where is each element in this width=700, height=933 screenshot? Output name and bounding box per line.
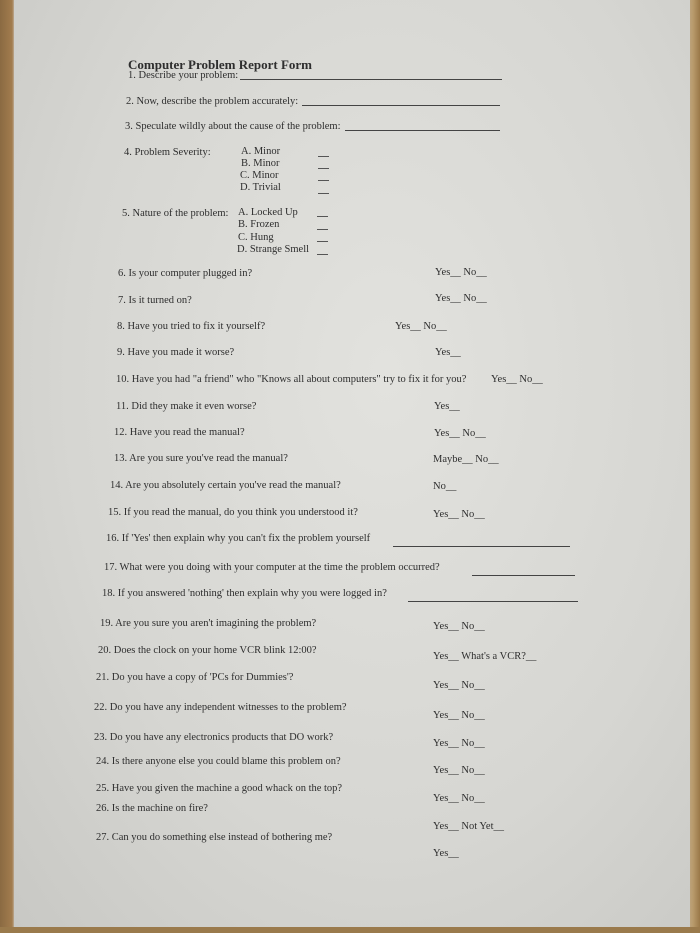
answer-choices-22[interactable]: Yes__ No__ [433, 710, 485, 721]
answer-choices-7[interactable]: Yes__ No__ [435, 293, 487, 304]
question-23: 23. Do you have any electronics products that DO work? [94, 732, 334, 743]
form-title: Computer Problem Report Form [128, 57, 313, 72]
answer-line-3[interactable] [345, 130, 500, 131]
severity-label: 4. Problem Severity: [124, 147, 211, 158]
question-19: 19. Are you sure you aren't imagining the problem? [100, 618, 317, 629]
question-15: 15. If you read the manual, do you think you understood it? [108, 507, 358, 518]
answer-choices-19[interactable]: Yes__ No__ [433, 621, 485, 632]
question-22: 22. Do you have any independent witnesses to the problem? [94, 702, 347, 713]
answer-choices-15[interactable]: Yes__ No__ [433, 509, 485, 520]
answer-choices-14[interactable]: No__ [433, 481, 457, 492]
question-21: 21. Do you have a copy of 'PCs for Dummies'? [96, 672, 294, 683]
severity-option-a: A. Minor [241, 146, 281, 157]
severity-option-d: D. Trivial [240, 182, 281, 193]
answer-choices-24[interactable]: Yes__ No__ [433, 765, 485, 776]
question-1: 1. Describe your problem: [128, 70, 239, 81]
answer-choices-6[interactable]: Yes__ No__ [435, 267, 487, 278]
answer-choices-9[interactable]: Yes__ [435, 347, 461, 358]
answer-choices-23[interactable]: Yes__ No__ [433, 738, 485, 749]
answer-choices-8[interactable]: Yes__ No__ [395, 321, 447, 332]
answer-choices-12[interactable]: Yes__ No__ [434, 428, 486, 439]
answer-line-17[interactable] [472, 575, 575, 576]
severity-blank-d[interactable] [318, 193, 329, 194]
nature-blank-b[interactable] [317, 229, 328, 230]
answer-line-18[interactable] [408, 601, 578, 602]
question-11: 11. Did they make it even worse? [116, 401, 257, 412]
answer-choices-11[interactable]: Yes__ [434, 401, 460, 412]
answer-choices-20[interactable]: Yes__ What's a VCR?__ [433, 651, 537, 662]
nature-option-a: A. Locked Up [238, 207, 298, 218]
question-7: 7. Is it turned on? [118, 295, 192, 306]
answer-choices-26[interactable]: Yes__ Not Yet__ [433, 821, 504, 832]
nature-blank-d[interactable] [317, 254, 328, 255]
nature-option-b: B. Frozen [238, 219, 280, 230]
question-17: 17. What were you doing with your computer at the time the problem occurred? [104, 562, 440, 573]
question-18: 18. If you answered 'nothing' then explain why you were logged in? [102, 588, 387, 599]
question-14: 14. Are you absolutely certain you've read the manual? [110, 480, 341, 491]
question-9: 9. Have you made it worse? [117, 347, 235, 358]
question-26: 26. Is the machine on fire? [96, 803, 208, 814]
nature-blank-a[interactable] [317, 216, 328, 217]
answer-line-1[interactable] [240, 79, 502, 80]
nature-label: 5. Nature of the problem: [122, 208, 229, 219]
answer-line-16[interactable] [393, 546, 570, 547]
nature-option-d: D. Strange Smell [237, 244, 310, 255]
question-20: 20. Does the clock on your home VCR blink 12:00? [98, 645, 317, 656]
question-2: 2. Now, describe the problem accurately: [126, 96, 299, 107]
answer-choices-13[interactable]: Maybe__ No__ [433, 454, 499, 465]
answer-choices-10[interactable]: Yes__ No__ [491, 374, 543, 385]
table-edge [0, 927, 700, 933]
answer-line-2[interactable] [302, 105, 500, 106]
question-24: 24. Is there anyone else you could blame this problem on? [96, 756, 341, 767]
question-8: 8. Have you tried to fix it yourself? [117, 321, 266, 332]
question-27: 27. Can you do something else instead of bothering me? [96, 832, 333, 843]
question-3: 3. Speculate wildly about the cause of the problem: [125, 121, 341, 132]
question-13: 13. Are you sure you've read the manual? [114, 453, 288, 464]
severity-blank-a[interactable] [318, 156, 329, 157]
question-6: 6. Is your computer plugged in? [118, 268, 253, 279]
severity-option-b: B. Minor [241, 158, 280, 169]
severity-option-c: C. Minor [240, 170, 279, 181]
question-25: 25. Have you given the machine a good whack on the top? [96, 783, 343, 794]
severity-blank-c[interactable] [318, 180, 329, 181]
nature-blank-c[interactable] [317, 241, 328, 242]
answer-choices-21[interactable]: Yes__ No__ [433, 680, 485, 691]
answer-choices-27[interactable]: Yes__ [433, 848, 459, 859]
answer-choices-25[interactable]: Yes__ No__ [433, 793, 485, 804]
nature-option-c: C. Hung [238, 232, 274, 243]
question-16: 16. If 'Yes' then explain why you can't fix the problem yourself [106, 533, 371, 544]
question-12: 12. Have you read the manual? [114, 427, 245, 438]
question-10: 10. Have you had "a friend" who "Knows all about computers" try to fix it for you? [116, 374, 467, 385]
severity-blank-b[interactable] [318, 168, 329, 169]
